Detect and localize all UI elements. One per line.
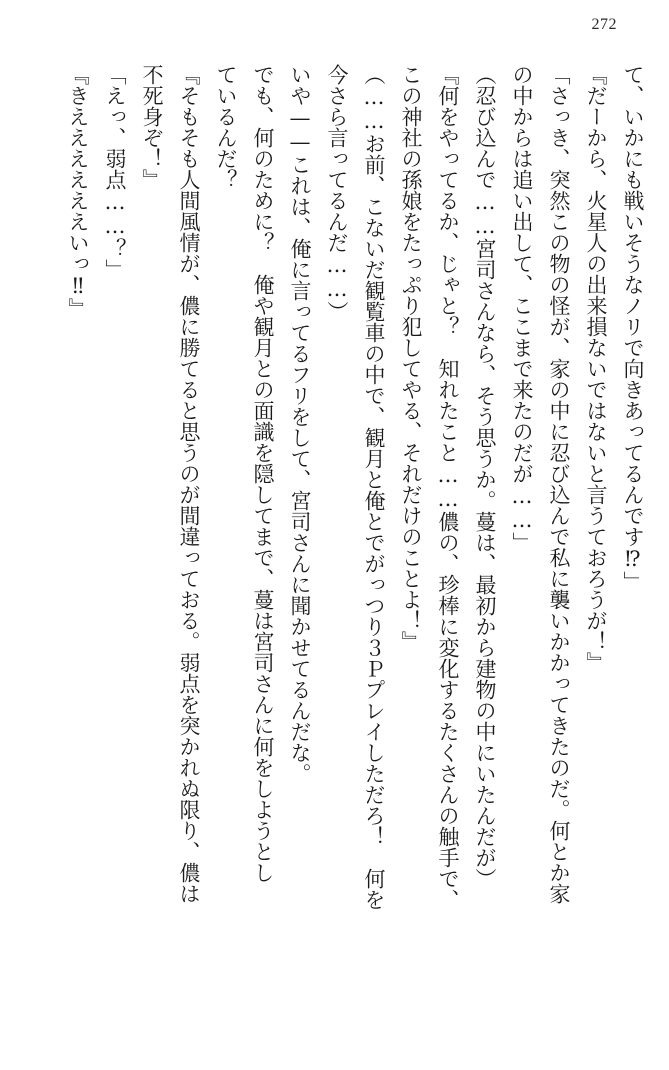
text-line: て、いかにも戦いそうなノリで向きあってるんです⁉」: [621, 64, 645, 592]
page-number: 272: [591, 16, 617, 33]
text-line: 『何をやってるか、じゃと？ 知れたこと……儂の、珍棒に変化するたくさんの触手で、: [436, 64, 460, 910]
text-line: 「えっ、弱点……？」: [103, 64, 127, 280]
vertical-text-body: [26, 64, 651, 1070]
text-line: 『だーから、火星人の出来損ないではないと言うておろうが！』: [584, 64, 608, 673]
text-line: 『そもそも人間風情が、儂に勝てると思うのが間違っておる。弱点を突かれぬ限り、儂は: [177, 64, 201, 904]
text-line: （忍び込んで……宮司さんなら、そう思うか。蔓は、最初から建物の中にいたんだが）: [473, 64, 497, 889]
text-line: 今さら言ってるんだ……）: [325, 64, 349, 322]
text-line: 「さっき、突然この物の怪が、家の中に忍び込んで私に襲いかかってきたのだ。何とか家: [547, 64, 571, 904]
text-line: でも、何のために？ 俺や観月との面識を隠してまで、蔓は宮司さんに何をしようとし: [251, 64, 275, 883]
text-line: いや——これは、俺に言ってるフリをして、宮司さんに聞かせてるんだな。: [288, 64, 312, 784]
text-line: この神社の孫娘をたっぷり犯してやる、それだけのことよ！』: [399, 64, 423, 652]
text-line: ているんだ？: [214, 64, 238, 190]
text-line: 不死身ぞ！』: [140, 64, 164, 190]
text-line: の中からは追い出して、ここまで来たのだが……」: [510, 64, 534, 553]
text-line: 『きええええええいっ‼』: [66, 64, 90, 319]
text-line: （……お前、こないだ観覧車の中で、観月と俺とでがっつり３Ｐプレイしただろ！ 何を: [362, 64, 386, 910]
